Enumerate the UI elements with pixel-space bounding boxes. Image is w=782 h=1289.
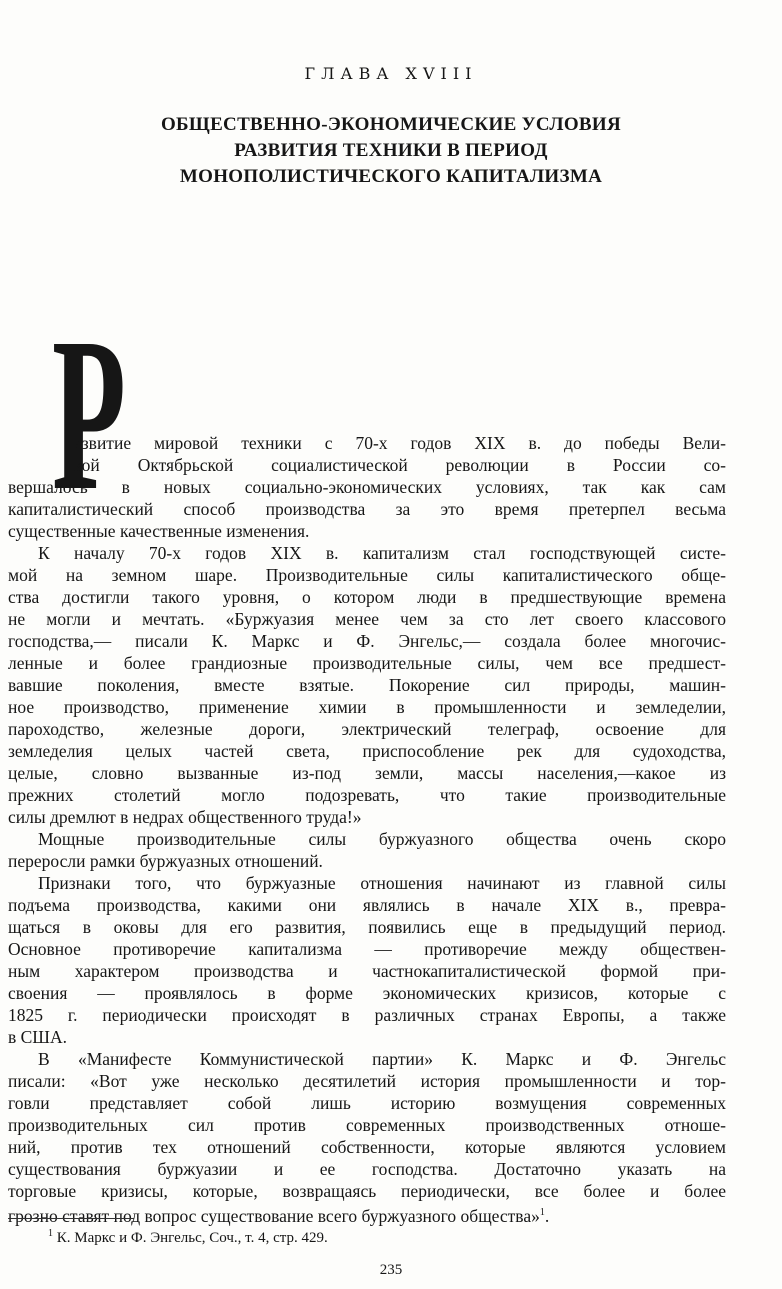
text-line: производительных сил против современных производственных отноше-	[8, 1115, 726, 1135]
footnote-ref[interactable]: 1	[539, 1207, 545, 1218]
text-line: Признаки того, что буржуазные отношения начинают из главной силы	[38, 873, 726, 893]
text-line: грозно ставят под вопрос существование всего буржуазного общества»	[8, 1205, 540, 1226]
text-line: существования буржуазии и ее господства. Достаточно указать на	[8, 1159, 726, 1179]
text-line: прежних столетий могло подозревать, что такие производительные	[8, 785, 726, 805]
text-line: писали: «Вот уже несколько десятилетий история промышленности и тор-	[8, 1071, 726, 1091]
text-line: господства,— писали К. Маркс и Ф. Энгельс,— создала более многочис-	[8, 631, 726, 651]
text-line: мой на земном шаре. Производительные силы капиталистического обще-	[8, 565, 726, 585]
text-line: вершалось в новых социально-экономических условиях, так как сам	[8, 477, 726, 497]
text-line: в США.	[8, 1027, 67, 1047]
text-line-with-footnote: грозно ставят под вопрос существование всего буржуазного общества»$^1$.	[8, 1205, 550, 1226]
text-line: ное производство, применение химии в промышленности и земледелии,	[8, 697, 726, 717]
text-line: существенные качественные изменения.	[8, 521, 310, 541]
text-line: В «Манифесте Коммунистической партии» К. Маркс и Ф. Энгельс	[38, 1049, 726, 1069]
chapter-title-line: РАЗВИТИЯ ТЕХНИКИ В ПЕРИОД	[234, 140, 548, 161]
text-line: капиталистический способ производства за это время претерпел весьма	[8, 499, 726, 519]
chapter-title-line: МОНОПОЛИСТИЧЕСКОГО КАПИТАЛИЗМА	[179, 166, 603, 187]
footnote	[48, 1228, 328, 1247]
footnote-divider	[8, 1218, 134, 1219]
chapter-label: ГЛАВА XVIII	[304, 64, 478, 83]
text-line: силы дремлют в недрах общественного труда!»	[8, 807, 362, 827]
text-line: ства достигли такого уровня, о котором люди в предшествующие времена	[8, 587, 726, 607]
text-line: подъема производства, какими они являлись в начале XIX в., превра-	[8, 895, 726, 915]
text-line: азвитие мировой техники с 70-х годов XIX в. до победы Вели-	[74, 433, 726, 453]
text-line: щаться в оковы для его развития, появились еще в предыдущий период.	[8, 917, 726, 937]
text-line: ным характером производства и частнокапиталистической формой при-	[8, 961, 726, 981]
text-line: 1825 г. периодически происходят в различных странах Европы, а также	[8, 1005, 726, 1025]
text-line: переросли рамки буржуазных отношений.	[8, 851, 323, 871]
footnote-marker: 1	[48, 1228, 53, 1239]
text-line: говли представляет собой лишь историю возмущения современных	[8, 1093, 726, 1113]
chapter-title	[100, 112, 682, 190]
text-line: Мощные производительные силы буржуазного общества очень скоро	[38, 829, 726, 849]
text-line: вавшие поколения, вместе взятые. Покорение сил природы, машин-	[8, 675, 726, 695]
text-line: своения — проявлялось в форме экономических кризисов, которые с	[8, 983, 726, 1003]
body-text	[8, 432, 726, 1227]
text-line: кой Октябрьской социалистической революции в России со-	[74, 455, 726, 475]
text-line: ний, против тех отношений собственности, которые являются условием	[8, 1137, 726, 1157]
footnote-text: К. Маркс и Ф. Энгельс, Соч., т. 4, стр. 429.	[56, 1230, 328, 1246]
text-line: пароходство, железные дороги, электрический телеграф, освоение для	[8, 719, 726, 739]
text-line: земледелия целых частей света, приспособление рек для судоходства,	[8, 741, 726, 761]
page-number: 235	[379, 1262, 403, 1278]
text-line: ленные и более грандиозные производительные силы, чем все предшест-	[8, 653, 726, 673]
text-line: Основное противоречие капитализма — противоречие между обществен-	[8, 939, 726, 959]
chapter-title-line: ОБЩЕСТВЕННО-ЭКОНОМИЧЕСКИЕ УСЛОВИЯ	[160, 114, 622, 135]
text-line: К началу 70-х годов XIX в. капитализм стал господствующей систе-	[38, 543, 726, 563]
drop-cap: Р	[52, 292, 126, 536]
text-line: целые, словно вызванные из-под земли, массы населения,—какое из	[8, 763, 726, 783]
text-line: не могли и мечтать. «Буржуазия менее чем за сто лет своего классового	[8, 609, 726, 629]
text-line: торговые кризисы, которые, возвращаясь периодически, все более и более	[8, 1181, 726, 1201]
